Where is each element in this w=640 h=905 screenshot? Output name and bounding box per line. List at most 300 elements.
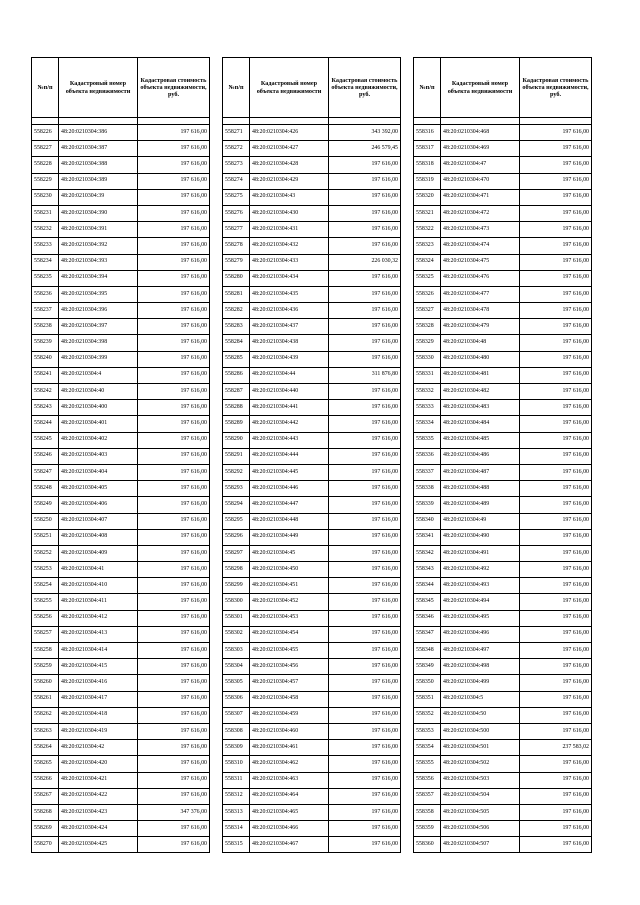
row-number-cell: 558334 (414, 416, 441, 432)
cadastral-number-cell: 48:20:0210304:399 (59, 351, 138, 367)
row-number-cell: 558351 (414, 691, 441, 707)
row-number-cell: 558296 (223, 529, 250, 545)
cadastral-value-cell: 197 616,00 (520, 464, 592, 480)
cadastral-number-cell: 48:20:0210304:502 (441, 756, 520, 772)
cadastral-number-cell: 48:20:0210304:437 (250, 319, 329, 335)
cadastral-number-cell: 48:20:0210304:480 (441, 351, 520, 367)
cadastral-number-cell: 48:20:0210304:454 (250, 626, 329, 642)
cadastral-value-cell: 197 616,00 (520, 189, 592, 205)
table-row (223, 610, 401, 626)
row-number-cell: 558354 (414, 740, 441, 756)
row-number-cell: 558235 (32, 270, 59, 286)
cadastral-number-cell: 48:20:0210304:473 (441, 222, 520, 238)
cadastral-value-cell: 347 376,00 (138, 804, 210, 820)
cadastral-value-cell: 197 616,00 (329, 837, 401, 853)
row-number-cell: 558289 (223, 416, 250, 432)
table-row (223, 286, 401, 302)
table-row (32, 222, 210, 238)
cadastral-number-cell: 48:20:0210304:390 (59, 205, 138, 221)
cadastral-value-cell: 197 616,00 (138, 173, 210, 189)
cadastral-value-cell: 197 616,00 (520, 578, 592, 594)
spacer-cell (32, 118, 59, 125)
column-header-cadastral-value: Кадастровая стоимость объекта недвижимости, руб. (520, 58, 592, 118)
table-row (414, 562, 592, 578)
table-row (32, 691, 210, 707)
cadastral-number-cell: 48:20:0210304:507 (441, 837, 520, 853)
table-row (414, 756, 592, 772)
row-number-cell: 558302 (223, 626, 250, 642)
table-row (414, 125, 592, 141)
table-row (223, 659, 401, 675)
cadastral-value-cell: 197 616,00 (138, 788, 210, 804)
spacer-cell (441, 118, 520, 125)
row-number-cell: 558226 (32, 125, 59, 141)
cadastral-value-cell: 197 616,00 (520, 529, 592, 545)
cadastral-number-cell: 48:20:0210304:449 (250, 529, 329, 545)
table-row (32, 286, 210, 302)
cadastral-value-cell: 197 616,00 (138, 821, 210, 837)
row-number-cell: 558307 (223, 707, 250, 723)
table-row (32, 610, 210, 626)
row-number-cell: 558323 (414, 238, 441, 254)
row-number-cell: 558275 (223, 189, 250, 205)
cadastral-value-cell: 197 616,00 (138, 659, 210, 675)
spacer-row (414, 118, 592, 125)
table-row (32, 319, 210, 335)
cadastral-number-cell: 48:20:0210304:488 (441, 481, 520, 497)
cadastral-number-cell: 48:20:0210304:492 (441, 562, 520, 578)
cadastral-value-cell: 197 616,00 (329, 740, 401, 756)
cadastral-value-cell: 197 616,00 (138, 384, 210, 400)
row-number-cell: 558325 (414, 270, 441, 286)
table-row (223, 254, 401, 270)
row-number-cell: 558239 (32, 335, 59, 351)
row-number-cell: 558350 (414, 675, 441, 691)
table-row (32, 303, 210, 319)
cadastral-number-cell: 48:20:0210304:434 (250, 270, 329, 286)
cadastral-number-cell: 48:20:0210304:443 (250, 432, 329, 448)
cadastral-number-cell: 48:20:0210304:504 (441, 788, 520, 804)
cadastral-number-cell: 48:20:0210304:464 (250, 788, 329, 804)
cadastral-value-cell: 197 616,00 (520, 222, 592, 238)
cadastral-value-cell: 197 616,00 (520, 788, 592, 804)
row-number-cell: 558244 (32, 416, 59, 432)
cadastral-value-cell: 197 616,00 (329, 400, 401, 416)
table-row (223, 464, 401, 480)
spacer-cell (138, 118, 210, 125)
table-row (32, 675, 210, 691)
table-row (414, 626, 592, 642)
row-number-cell: 558329 (414, 335, 441, 351)
table-row (414, 157, 592, 173)
row-number-cell: 558318 (414, 157, 441, 173)
row-number-cell: 558254 (32, 578, 59, 594)
table-row (223, 707, 401, 723)
cadastral-value-cell: 197 616,00 (138, 675, 210, 691)
column-header-cadastral-number: Кадастровый номер объекта недвижимости (250, 58, 329, 118)
cadastral-number-cell: 48:20:0210304:418 (59, 707, 138, 723)
table-row (414, 804, 592, 820)
cadastral-value-cell: 197 616,00 (329, 675, 401, 691)
cadastral-value-cell: 197 616,00 (138, 222, 210, 238)
cadastral-number-cell: 48:20:0210304:471 (441, 189, 520, 205)
row-number-cell: 558306 (223, 691, 250, 707)
cadastral-number-cell: 48:20:0210304:416 (59, 675, 138, 691)
cadastral-number-cell: 48:20:0210304:41 (59, 562, 138, 578)
cadastral-value-cell: 197 616,00 (329, 222, 401, 238)
cadastral-value-cell: 197 616,00 (138, 837, 210, 853)
table-row (32, 448, 210, 464)
row-number-cell: 558252 (32, 545, 59, 561)
row-number-cell: 558290 (223, 432, 250, 448)
cadastral-value-cell: 197 616,00 (329, 416, 401, 432)
row-number-cell: 558310 (223, 756, 250, 772)
cadastral-number-cell: 48:20:0210304:453 (250, 610, 329, 626)
cadastral-number-cell: 48:20:0210304:450 (250, 562, 329, 578)
table-row (32, 141, 210, 157)
cadastral-value-cell: 197 616,00 (138, 189, 210, 205)
cadastral-value-cell: 197 616,00 (520, 723, 592, 739)
row-number-cell: 558253 (32, 562, 59, 578)
row-number-cell: 558232 (32, 222, 59, 238)
row-number-cell: 558228 (32, 157, 59, 173)
row-number-cell: 558248 (32, 481, 59, 497)
table-row (414, 513, 592, 529)
header-row (32, 58, 210, 118)
cadastral-number-cell: 48:20:0210304:439 (250, 351, 329, 367)
cadastral-value-cell: 197 616,00 (329, 691, 401, 707)
cadastral-number-cell: 48:20:0210304:409 (59, 545, 138, 561)
table-row (32, 367, 210, 383)
cadastral-number-cell: 48:20:0210304:448 (250, 513, 329, 529)
row-number-cell: 558358 (414, 804, 441, 820)
row-number-cell: 558241 (32, 367, 59, 383)
cadastral-value-cell: 197 616,00 (138, 562, 210, 578)
table-row (32, 432, 210, 448)
cadastral-number-cell: 48:20:0210304:481 (441, 367, 520, 383)
cadastral-value-cell: 197 616,00 (138, 740, 210, 756)
table-row (223, 529, 401, 545)
table-row (223, 675, 401, 691)
cadastral-value-cell: 197 616,00 (329, 821, 401, 837)
row-number-cell: 558280 (223, 270, 250, 286)
cadastral-value-cell: 197 616,00 (329, 707, 401, 723)
row-number-cell: 558345 (414, 594, 441, 610)
table-row (414, 173, 592, 189)
cadastral-number-cell: 48:20:0210304:470 (441, 173, 520, 189)
row-number-cell: 558341 (414, 529, 441, 545)
cadastral-number-cell: 48:20:0210304:494 (441, 594, 520, 610)
table-row (414, 303, 592, 319)
table-row (223, 189, 401, 205)
table-row (32, 772, 210, 788)
cadastral-value-cell: 197 616,00 (520, 303, 592, 319)
row-number-cell: 558326 (414, 286, 441, 302)
column-header-cadastral-number: Кадастровый номер объекта недвижимости (441, 58, 520, 118)
cadastral-value-cell: 197 616,00 (138, 351, 210, 367)
cadastral-number-cell: 48:20:0210304:403 (59, 448, 138, 464)
table-row (32, 788, 210, 804)
cadastral-value-cell: 197 616,00 (520, 659, 592, 675)
row-number-cell: 558340 (414, 513, 441, 529)
cadastral-value-cell: 197 616,00 (329, 189, 401, 205)
registry-table-2 (222, 57, 401, 853)
table-row (32, 740, 210, 756)
table-row (32, 626, 210, 642)
cadastral-number-cell: 48:20:0210304:393 (59, 254, 138, 270)
table-row (223, 125, 401, 141)
cadastral-value-cell: 197 616,00 (329, 481, 401, 497)
row-number-cell: 558240 (32, 351, 59, 367)
cadastral-number-cell: 48:20:0210304:412 (59, 610, 138, 626)
row-number-cell: 558284 (223, 335, 250, 351)
cadastral-number-cell: 48:20:0210304:410 (59, 578, 138, 594)
table-row (223, 319, 401, 335)
column-header-number: №п/п (32, 58, 59, 118)
row-number-cell: 558272 (223, 141, 250, 157)
row-number-cell: 558262 (32, 707, 59, 723)
row-number-cell: 558320 (414, 189, 441, 205)
cadastral-number-cell: 48:20:0210304:493 (441, 578, 520, 594)
column-header-number: №п/п (414, 58, 441, 118)
table-row (414, 788, 592, 804)
cadastral-value-cell: 197 616,00 (329, 659, 401, 675)
row-number-cell: 558255 (32, 594, 59, 610)
table-row (414, 707, 592, 723)
row-number-cell: 558294 (223, 497, 250, 513)
cadastral-number-cell: 48:20:0210304:392 (59, 238, 138, 254)
table-row (414, 529, 592, 545)
cadastral-number-cell: 48:20:0210304:505 (441, 804, 520, 820)
registry-table-3 (413, 57, 592, 853)
cadastral-number-cell: 48:20:0210304:433 (250, 254, 329, 270)
table-row (414, 141, 592, 157)
cadastral-number-cell: 48:20:0210304:438 (250, 335, 329, 351)
cadastral-number-cell: 48:20:0210304:50 (441, 707, 520, 723)
table-row (414, 675, 592, 691)
row-number-cell: 558292 (223, 464, 250, 480)
table-row (223, 335, 401, 351)
cadastral-value-cell: 197 616,00 (520, 125, 592, 141)
cadastral-value-cell: 197 616,00 (138, 319, 210, 335)
table-row (223, 578, 401, 594)
cadastral-value-cell: 197 616,00 (520, 384, 592, 400)
cadastral-number-cell: 48:20:0210304:404 (59, 464, 138, 480)
cadastral-number-cell: 48:20:0210304:429 (250, 173, 329, 189)
cadastral-number-cell: 48:20:0210304:417 (59, 691, 138, 707)
cadastral-value-cell: 197 616,00 (520, 432, 592, 448)
table-row (414, 497, 592, 513)
row-number-cell: 558357 (414, 788, 441, 804)
cadastral-value-cell: 197 616,00 (520, 837, 592, 853)
cadastral-value-cell: 197 616,00 (138, 772, 210, 788)
row-number-cell: 558251 (32, 529, 59, 545)
table-row (223, 562, 401, 578)
cadastral-number-cell: 48:20:0210304:458 (250, 691, 329, 707)
row-number-cell: 558291 (223, 448, 250, 464)
cadastral-value-cell: 197 616,00 (329, 643, 401, 659)
table-row (414, 821, 592, 837)
cadastral-number-cell: 48:20:0210304:402 (59, 432, 138, 448)
cadastral-number-cell: 48:20:0210304:496 (441, 626, 520, 642)
cadastral-number-cell: 48:20:0210304:483 (441, 400, 520, 416)
row-number-cell: 558309 (223, 740, 250, 756)
table-row (414, 416, 592, 432)
cadastral-value-cell: 343 392,00 (329, 125, 401, 141)
row-number-cell: 558298 (223, 562, 250, 578)
table-row (32, 497, 210, 513)
cadastral-number-cell: 48:20:0210304:500 (441, 723, 520, 739)
table-row (414, 659, 592, 675)
cadastral-value-cell: 197 616,00 (138, 610, 210, 626)
cadastral-number-cell: 48:20:0210304:407 (59, 513, 138, 529)
cadastral-number-cell: 48:20:0210304:484 (441, 416, 520, 432)
table-row (32, 578, 210, 594)
cadastral-number-cell: 48:20:0210304:4 (59, 367, 138, 383)
table-row (223, 756, 401, 772)
cadastral-value-cell: 197 616,00 (520, 626, 592, 642)
cadastral-number-cell: 48:20:0210304:408 (59, 529, 138, 545)
table-row (414, 723, 592, 739)
table-row (414, 189, 592, 205)
table-row (414, 432, 592, 448)
row-number-cell: 558346 (414, 610, 441, 626)
cadastral-number-cell: 48:20:0210304:459 (250, 707, 329, 723)
row-number-cell: 558270 (32, 837, 59, 853)
table-row (223, 432, 401, 448)
row-number-cell: 558271 (223, 125, 250, 141)
cadastral-value-cell: 197 616,00 (520, 804, 592, 820)
cadastral-number-cell: 48:20:0210304:474 (441, 238, 520, 254)
cadastral-value-cell: 197 616,00 (138, 205, 210, 221)
row-number-cell: 558317 (414, 141, 441, 157)
table-row (414, 222, 592, 238)
row-number-cell: 558269 (32, 821, 59, 837)
cadastral-number-cell: 48:20:0210304:447 (250, 497, 329, 513)
cadastral-value-cell: 197 616,00 (520, 254, 592, 270)
row-number-cell: 558301 (223, 610, 250, 626)
spacer-cell (250, 118, 329, 125)
row-number-cell: 558282 (223, 303, 250, 319)
row-number-cell: 558242 (32, 384, 59, 400)
row-number-cell: 558273 (223, 157, 250, 173)
cadastral-number-cell: 48:20:0210304:406 (59, 497, 138, 513)
cadastral-number-cell: 48:20:0210304:396 (59, 303, 138, 319)
row-number-cell: 558295 (223, 513, 250, 529)
cadastral-value-cell: 226 030,32 (329, 254, 401, 270)
cadastral-number-cell: 48:20:0210304:499 (441, 675, 520, 691)
cadastral-number-cell: 48:20:0210304:482 (441, 384, 520, 400)
cadastral-value-cell: 197 616,00 (138, 578, 210, 594)
cadastral-value-cell: 197 616,00 (329, 351, 401, 367)
cadastral-value-cell: 197 616,00 (520, 270, 592, 286)
table-row (32, 173, 210, 189)
table-row (32, 723, 210, 739)
cadastral-number-cell: 48:20:0210304:401 (59, 416, 138, 432)
row-number-cell: 558274 (223, 173, 250, 189)
table-row (223, 513, 401, 529)
cadastral-number-cell: 48:20:0210304:421 (59, 772, 138, 788)
cadastral-value-cell: 197 616,00 (138, 125, 210, 141)
cadastral-value-cell: 197 616,00 (138, 238, 210, 254)
cadastral-number-cell: 48:20:0210304:497 (441, 643, 520, 659)
cadastral-value-cell: 197 616,00 (138, 286, 210, 302)
spacer-row (32, 118, 210, 125)
table-row (223, 400, 401, 416)
cadastral-number-cell: 48:20:0210304:486 (441, 448, 520, 464)
cadastral-value-cell: 197 616,00 (329, 384, 401, 400)
row-number-cell: 558347 (414, 626, 441, 642)
spacer-cell (59, 118, 138, 125)
table-row (414, 400, 592, 416)
row-number-cell: 558257 (32, 626, 59, 642)
cadastral-number-cell: 48:20:0210304:398 (59, 335, 138, 351)
cadastral-number-cell: 48:20:0210304:467 (250, 837, 329, 853)
table-row (223, 384, 401, 400)
header-row (414, 58, 592, 118)
table-row (414, 740, 592, 756)
row-number-cell: 558330 (414, 351, 441, 367)
row-number-cell: 558304 (223, 659, 250, 675)
row-number-cell: 558236 (32, 286, 59, 302)
table-row (32, 384, 210, 400)
table-row (223, 222, 401, 238)
row-number-cell: 558349 (414, 659, 441, 675)
table-row (223, 270, 401, 286)
row-number-cell: 558276 (223, 205, 250, 221)
table-row (32, 594, 210, 610)
cadastral-number-cell: 48:20:0210304:455 (250, 643, 329, 659)
cadastral-value-cell: 197 616,00 (520, 594, 592, 610)
cadastral-value-cell: 197 616,00 (138, 756, 210, 772)
row-number-cell: 558328 (414, 319, 441, 335)
cadastral-number-cell: 48:20:0210304:477 (441, 286, 520, 302)
table-row (32, 659, 210, 675)
cadastral-value-cell: 197 616,00 (329, 513, 401, 529)
table-row (32, 400, 210, 416)
cadastral-value-cell: 197 616,00 (520, 367, 592, 383)
cadastral-number-cell: 48:20:0210304:397 (59, 319, 138, 335)
table-row (223, 497, 401, 513)
cadastral-value-cell: 197 616,00 (138, 707, 210, 723)
cadastral-value-cell: 197 616,00 (329, 788, 401, 804)
row-number-cell: 558266 (32, 772, 59, 788)
row-number-cell: 558281 (223, 286, 250, 302)
cadastral-value-cell: 197 616,00 (138, 270, 210, 286)
row-number-cell: 558343 (414, 562, 441, 578)
row-number-cell: 558305 (223, 675, 250, 691)
cadastral-number-cell: 48:20:0210304:479 (441, 319, 520, 335)
cadastral-number-cell: 48:20:0210304:501 (441, 740, 520, 756)
cadastral-number-cell: 48:20:0210304:414 (59, 643, 138, 659)
table-row (414, 610, 592, 626)
cadastral-number-cell: 48:20:0210304:425 (59, 837, 138, 853)
cadastral-number-cell: 48:20:0210304:420 (59, 756, 138, 772)
table-row (223, 772, 401, 788)
table-row (223, 740, 401, 756)
cadastral-number-cell: 48:20:0210304:498 (441, 659, 520, 675)
row-number-cell: 558278 (223, 238, 250, 254)
cadastral-value-cell: 197 616,00 (329, 205, 401, 221)
table-row (223, 141, 401, 157)
table-row (32, 756, 210, 772)
column-header-cadastral-value: Кадастровая стоимость объекта недвижимости, руб. (329, 58, 401, 118)
column-header-cadastral-number: Кадастровый номер объекта недвижимости (59, 58, 138, 118)
row-number-cell: 558250 (32, 513, 59, 529)
table-row (223, 205, 401, 221)
row-number-cell: 558258 (32, 643, 59, 659)
cadastral-value-cell: 197 616,00 (329, 448, 401, 464)
